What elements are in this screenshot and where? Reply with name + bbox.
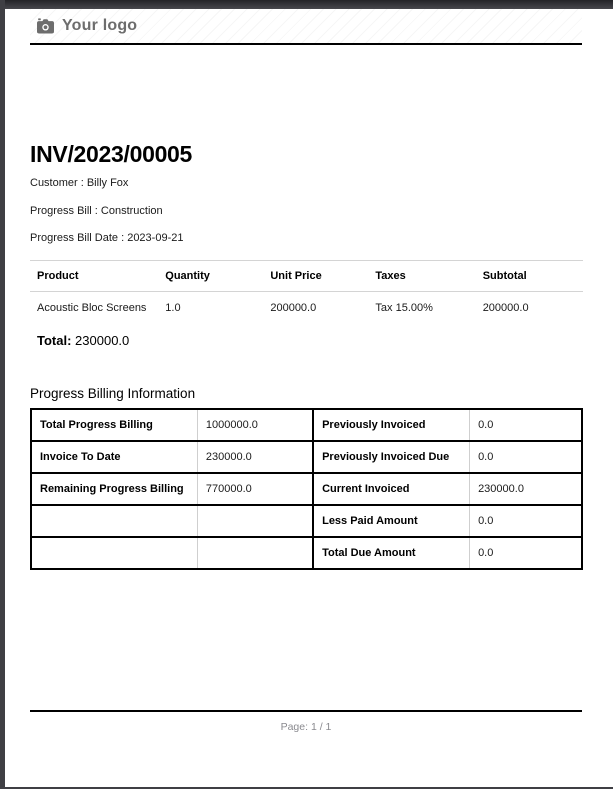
progress-label: Less Paid Amount — [313, 505, 469, 537]
total-value: 230000.0 — [75, 332, 130, 348]
col-header-quantity: Quantity — [165, 269, 210, 282]
logo-text: Your logo — [62, 17, 138, 34]
viewer-top-edge — [0, 0, 613, 9]
camera-icon — [36, 18, 55, 35]
col-header-taxes: Taxes — [375, 269, 406, 282]
page-number: Page: 1 / 1 — [280, 721, 332, 733]
report-header — [30, 9, 582, 45]
progress-value: 770000.0 — [197, 473, 313, 505]
report-footer — [30, 710, 582, 733]
cell-subtotal: 200000.0 — [482, 301, 529, 314]
progress-bill-date-line: Progress Bill Date : 2023-09-21 — [30, 232, 184, 244]
progress-value: 0.0 — [478, 418, 494, 431]
logo-placeholder — [30, 17, 137, 35]
progress-billing-table — [30, 408, 583, 570]
total-label: Total: — [37, 332, 72, 348]
progress-label: Total Progress Billing — [31, 409, 197, 441]
table-row — [31, 473, 582, 505]
cell-taxes: Tax 15.00% — [375, 301, 433, 314]
progress-billing-title: Progress Billing Information — [30, 385, 196, 401]
progress-label: Previously Invoiced Due — [313, 441, 469, 473]
progress-value: 0.0 — [478, 546, 494, 559]
cell-product: Acoustic Bloc Screens — [37, 301, 147, 314]
progress-value: 0.0 — [478, 514, 494, 527]
cell-unit-price: 200000.0 — [270, 301, 317, 314]
table-row — [31, 505, 582, 537]
progress-label: Total Due Amount — [313, 537, 469, 569]
table-row — [31, 409, 582, 441]
progress-label: Current Invoiced — [313, 473, 469, 505]
progress-value: 0.0 — [478, 450, 494, 463]
progress-label: Remaining Progress Billing — [31, 473, 197, 505]
col-header-subtotal: Subtotal — [482, 269, 527, 282]
progress-value — [197, 505, 313, 537]
progress-label — [31, 537, 197, 569]
table-row — [30, 291, 583, 324]
table-row — [31, 441, 582, 473]
lines-header-row — [30, 260, 583, 291]
table-row — [31, 537, 582, 569]
progress-label: Previously Invoiced — [313, 409, 469, 441]
cell-quantity: 1.0 — [165, 301, 181, 314]
progress-bill-line: Progress Bill : Construction — [30, 204, 163, 217]
customer-line: Customer : Billy Fox — [30, 177, 129, 189]
progress-value: 230000.0 — [478, 482, 524, 495]
progress-value: 230000.0 — [197, 441, 313, 473]
viewer-left-edge — [0, 0, 5, 789]
invoice-lines-table — [30, 260, 583, 324]
invoice-number: INV/2023/00005 — [30, 141, 193, 167]
progress-label: Invoice To Date — [31, 441, 197, 473]
col-header-unit-price: Unit Price — [270, 269, 322, 282]
progress-value: 1000000.0 — [197, 409, 313, 441]
total-line — [30, 333, 583, 348]
progress-value — [197, 537, 313, 569]
document-body — [30, 141, 583, 570]
progress-label — [31, 505, 197, 537]
col-header-product: Product — [37, 269, 79, 282]
